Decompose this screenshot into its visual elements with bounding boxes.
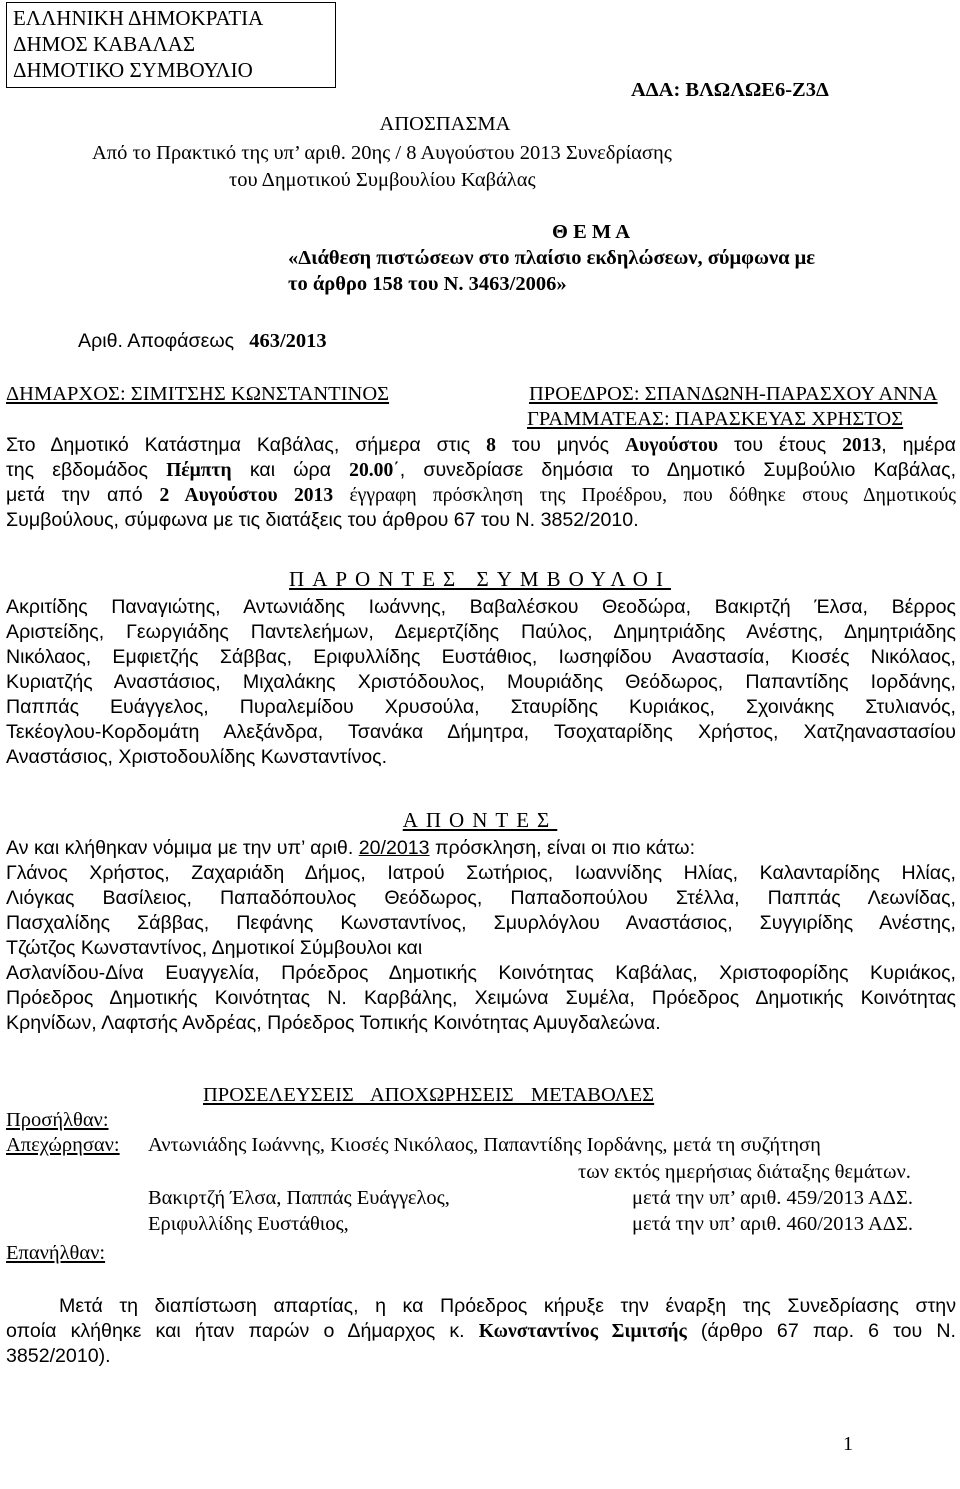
arrived-label: Προσήλθαν: bbox=[6, 1109, 109, 1131]
absent-heading: ΑΠΟΝΤΕΣ bbox=[402, 808, 558, 832]
issuer-line-council: ΔΗΜΟΤΙΚΟ ΣΥΜΒΟΥΛΙΟ bbox=[13, 58, 253, 82]
issuer-line-republic: ΕΛΛΗΝΙΚΗ ΔΗΜΟΚΡΑΤΙΑ bbox=[13, 6, 264, 30]
absent-line: Πασχαλίδης Σάββας, Πεφάνης Κωνσταντίνος, Σμυρλόγλου Αναστάσιος, Συγγιρίδης Ανέστης, bbox=[6, 912, 956, 934]
ada-code: ΑΔΑ: ΒΛΩΛΩΕ6-Ζ3Δ bbox=[631, 79, 829, 101]
mayor-line: ΔΗΜΑΡΧΟΣ: ΣΙΜΙΤΣΗΣ ΚΩΝΣΤΑΝΤΙΝΟΣ bbox=[6, 383, 390, 405]
left-line-4-note: μετά την υπ’ αριθ. 460/2013 ΑΔΣ. bbox=[632, 1213, 914, 1235]
extract-line-1: Από το Πρακτικό της υπ’ αριθ. 20ης / 8 Αυγούστου 2013 Συνεδρίασης bbox=[92, 142, 672, 164]
secretary-line: ΓΡΑΜΜΑΤΕΑΣ: ΠΑΡΑΣΚΕΥΑΣ ΧΡΗΣΤΟΣ bbox=[527, 408, 904, 430]
left-label: Απεχώρησαν: bbox=[6, 1134, 120, 1156]
present-heading: ΠΑΡΟΝΤΕΣ ΣΥΜΒΟΥΛΟΙ bbox=[289, 567, 671, 591]
absent-line: Ασλανίδου-Δίνα Ευαγγελία, Πρόεδρος Δημοτικής Κοινότητας Καβάλας, Χριστοφορίδης Κυριάκος, bbox=[6, 962, 956, 984]
issuer-line-municipality: ΔΗΜΟΣ ΚΑΒΑΛΑΣ bbox=[13, 32, 196, 56]
present-line: Αναστάσιος, Χριστοδουλίδης Κωνσταντίνος. bbox=[6, 746, 388, 768]
left-line-3-names: Βακιρτζή Έλσα, Παππάς Ευάγγελος, bbox=[148, 1187, 450, 1209]
absent-line: Πρόεδρος Δημοτικής Κοινότητας Ν. Καρβάλης, Χειμώνα Συμέλα, Πρόεδρος Δημοτικής Κοινότητας bbox=[6, 987, 956, 1009]
subject-label: Θ Ε Μ Α bbox=[552, 221, 631, 243]
absent-line: Λιόγκας Βασίλειος, Παπαδόπουλος Θεόδωρος, Παπαδοπούλου Στέλλα, Παππάς Λεωνίδας, bbox=[6, 887, 956, 909]
present-line: Αριστείδης, Γεωργιάδης Παντελεήμων, Δεμερτζίδης Παύλος, Δημητριάδης Ανέστης, Δημητριάδης bbox=[6, 621, 956, 643]
decision-value: 463/2013 bbox=[249, 330, 327, 352]
present-line: Τεκέογλου-Κορδομάτη Αλεξάνδρα, Τσανάκα Δήμητρα, Τσοχαταρίδης Χρήστος, Χατζηαναστασίου bbox=[6, 721, 956, 743]
left-line-1: Αντωνιάδης Ιωάννης, Κιοσές Νικόλαος, Παπαντίδης Ιορδάνης, μετά τη συζήτηση bbox=[148, 1134, 821, 1156]
present-line: Παππάς Ευάγγελος, Πυραλεμίδου Χρυσούλα, Σταυρίδης Κυριάκος, Σχοινάκης Στυλιανός, bbox=[6, 696, 956, 718]
present-list bbox=[6, 595, 956, 770]
left-line-2: των εκτός ημερήσιας διάταξης θεμάτων. bbox=[578, 1161, 911, 1183]
extract-line-2: του Δημοτικού Συμβουλίου Καβάλας bbox=[229, 169, 536, 191]
present-line: Κυριατζής Αναστάσιος, Μιχαλάκης Χριστόδουλος, Μουριάδης Θεόδωρος, Παπαντίδης Ιορδάνης, bbox=[6, 671, 956, 693]
decision-prefix: Αριθ. Αποφάσεως bbox=[78, 330, 235, 352]
present-line: Νικόλαος, Εμφιετζής Σάββας, Εριφυλλίδης Ευστάθιος, Ιωσηφίδου Αναστασία, Κιοσές Νικόλαος, bbox=[6, 646, 956, 668]
left-line-3-note: μετά την υπ’ αριθ. 459/2013 ΑΔΣ. bbox=[632, 1187, 914, 1209]
page-number: 1 bbox=[843, 1433, 853, 1455]
left-line-4-names: Εριφυλλίδης Ευστάθιος, bbox=[148, 1213, 349, 1235]
issuer-header-box bbox=[6, 2, 336, 88]
returned-label: Επανήλθαν: bbox=[6, 1242, 106, 1264]
decision-number bbox=[78, 330, 327, 353]
absent-line: Τζώτζος Κωνσταντίνος, Δημοτικοί Σύμβουλοι και bbox=[6, 937, 423, 959]
extract-title: ΑΠΟΣΠΑΣΜΑ bbox=[379, 113, 511, 135]
absent-line: Κρηνίδων, Λαφτσής Ανδρέας, Πρόεδρος Τοπικής Κοινότητας Αμυγδαλεώνα. bbox=[6, 1012, 661, 1034]
present-line: Ακριτίδης Παναγιώτης, Αντωνιάδης Ιωάννης, Βαβαλέσκου Θεοδώρα, Βακιρτζή Έλσα, Βέρρος bbox=[6, 596, 956, 618]
closing-paragraph: Μετά τη διαπίστωση απαρτίας, η κα Πρόεδρος κήρυξε την έναρξη της Συνεδρίασης στην οποία κλήθηκε και ήταν παρών ο Δήμαρχος κ. Κωνσταντίνος Σιμιτσής (άρθρο 67 παρ. 6 του Ν. 3852/2010). bbox=[6, 1295, 956, 1367]
president-line: ΠΡΟΕΔΡΟΣ: ΣΠΑΝΔΩΝΗ-ΠΑΡΑΣΧΟΥ ΑΝΝΑ bbox=[529, 383, 938, 405]
subject-line-1: «Διάθεση πιστώσεων στο πλαίσιο εκδηλώσεων, σύμφωνα με bbox=[288, 247, 816, 269]
subject-line-2: το άρθρο 158 του Ν. 3463/2006» bbox=[288, 273, 567, 295]
absent-line: Γλάνος Χρήστος, Ζαχαριάδη Δήμος, Ιατρού Σωτήριος, Ιωαννίδης Ηλίας, Καλανταρίδης Ηλίας, bbox=[6, 862, 956, 884]
changes-heading: ΠΡΟΣΕΛΕΥΣΕΙΣ ΑΠΟΧΩΡΗΣΕΙΣ ΜΕΤΑΒΟΛΕΣ bbox=[203, 1084, 655, 1106]
intro-paragraph: Στο Δημοτικό Κατάστημα Καβάλας, σήμερα στις 8 του μηνός Αυγούστου του έτους 2013, ημέρα της εβδομάδος Πέμπτη και ώρα 20.00΄, συνεδρίασε δημόσια το Δημοτικό Συμβούλιο Καβάλας, μετά την από 2 Αυγούστου 2013 έγγραφη πρόσκληση της Προέδρου, που δόθηκε στους Δημοτικούς Συμβούλους, σύμφωνα με τις διατάξεις του άρθρου 67 του Ν. 3852/2010. bbox=[6, 434, 957, 531]
absent-list: Αν και κλήθηκαν νόμιμα με την υπ’ αριθ. 20/2013 πρόσκληση, είναι οι πιο κάτω: Γλάνος Χρήστος, Ζαχαριάδη Δήμος, Ιατρού Σωτήριος, Ιωαννίδης Ηλίας, Καλανταρίδης Ηλίας, Λιόγκας Βασίλειος, Παπαδόπουλος Θεόδωρος, Παπαδοπούλου Στέλλα, Παππάς Λεωνίδας, Πασχαλίδης Σάββας, Πεφάνης Κωνσταντίνος, Σμυρλόγλου Αναστάσιος, Συγγιρίδης Ανέστης, Τζώτζος Κωνσταντίνος, Δημοτικοί Σύμβουλοι και Ασλανίδου-Δίνα Ευαγγελία, Πρόεδρος Δημοτικής Κοινότητας Καβάλας, Χριστοφορίδης Κυριάκος, Πρόεδρος Δημοτικής Κοινότητας Ν. Καρβάλης, Χειμώνα Συμέλα, Πρόεδρος Δημοτικής Κοινότητας Κρηνίδων, Λαφτσής Ανδρέας, Πρόεδρος Τοπικής Κοινότητας Αμυγδαλεώνα. bbox=[6, 837, 956, 1034]
